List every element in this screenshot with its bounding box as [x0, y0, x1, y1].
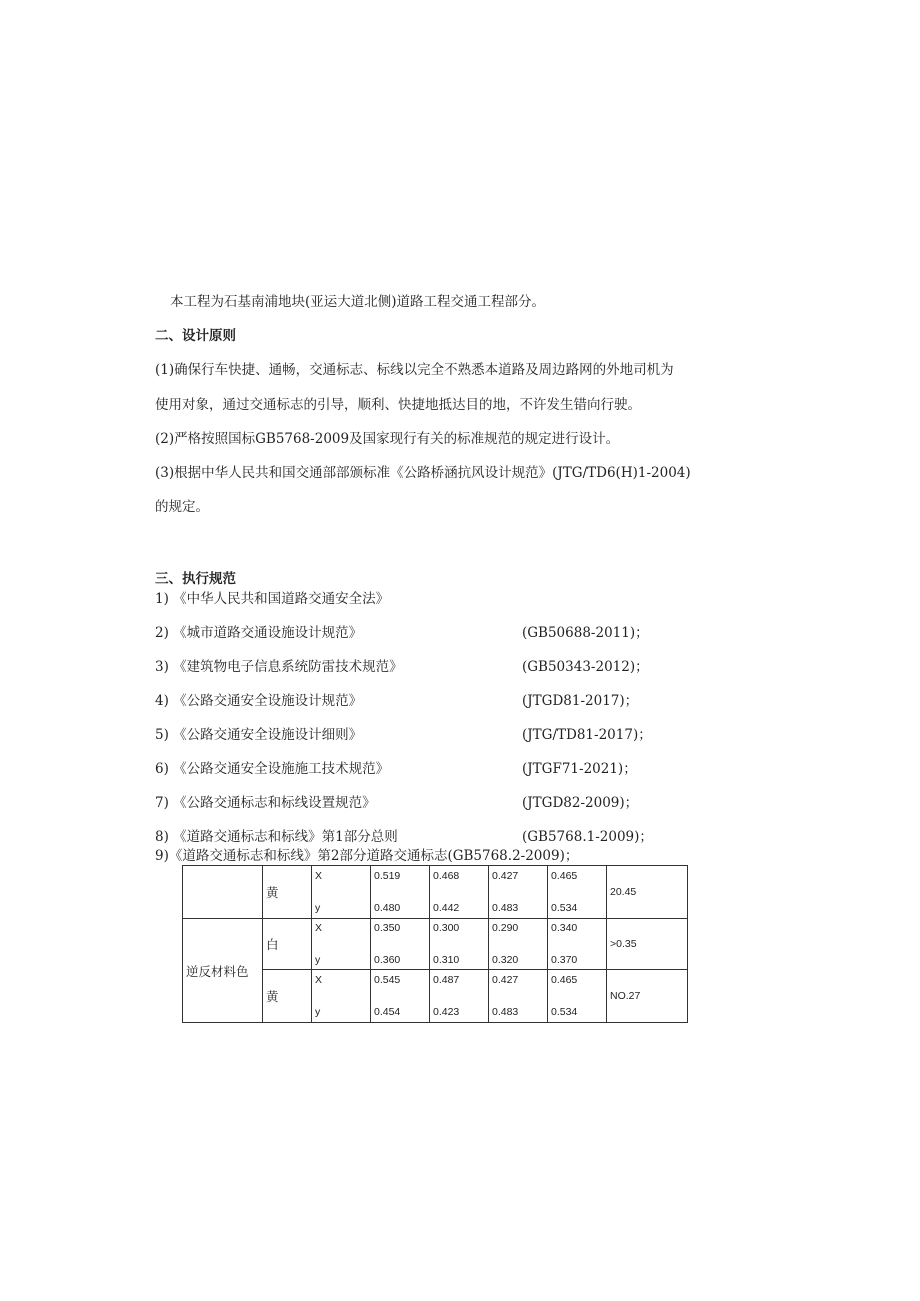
principle-1-line-2: 使用对象，通过交通标志的引导，顺利、快捷地抵达目的地，不许发生错向行驶。: [155, 397, 641, 413]
coord-cell: [371, 919, 430, 970]
principle-3-line-1: (3)根据中华人民共和国交通部部颁标准《公路桥涵抗风设计规范》(JTG/TD6(H)1-2004): [155, 465, 691, 481]
y-value: 0.310: [433, 954, 460, 966]
coord-cell: [548, 970, 607, 1023]
x-value: 0.300: [433, 922, 460, 934]
standard-item-code: (JTGF71-2021)；: [522, 761, 637, 777]
standard-item-code: (GB50688-2011)；: [522, 625, 649, 641]
x-value: 0.545: [374, 974, 401, 986]
y-value: 0.454: [374, 1006, 401, 1018]
axis-label-cell: [312, 919, 371, 970]
x-value: 0.290: [492, 922, 519, 934]
coord-cell: [489, 866, 548, 919]
axis-label-cell: [312, 970, 371, 1023]
axis-label-cell: [312, 866, 371, 919]
y-label: y: [315, 954, 321, 966]
standard-item-code: (JTGD82-2009)；: [522, 795, 639, 811]
y-value: 0.320: [492, 954, 519, 966]
coord-cell: [371, 970, 430, 1023]
intro-paragraph: 本工程为石基南浦地块(亚运大道北侧)道路工程交通工程部分。: [170, 294, 546, 310]
section-2-heading: 二、设计原则: [155, 328, 236, 344]
x-value: 0.519: [374, 870, 401, 882]
coord-cell: [371, 866, 430, 919]
principle-2: (2)严格按照国标GB5768-2009及国家现行有关的标准规范的规定进行设计。: [155, 431, 620, 447]
x-value: 0.340: [551, 922, 578, 934]
coord-cell: [548, 866, 607, 919]
category-cell-empty: [183, 866, 263, 919]
x-value: 0.465: [551, 870, 578, 882]
standard-item-name: 9)《道路交通标志和标线》第2部分道路交通标志(GB5768.2-2009)；: [155, 848, 579, 864]
table-row: [183, 866, 688, 919]
luminance-cell: >0.35: [607, 919, 688, 970]
standard-item-code: (GB50343-2012)；: [522, 659, 649, 675]
y-label: y: [315, 902, 321, 914]
y-value: 0.442: [433, 902, 460, 914]
standard-item-name: 4) 《公路交通安全设施设计规范》: [155, 693, 363, 709]
standard-item-code: (GB5768.1-2009)；: [522, 829, 653, 845]
coord-cell: [489, 919, 548, 970]
standard-item-name: 2) 《城市道路交通设施设计规范》: [155, 625, 363, 641]
table-row: [183, 919, 688, 970]
y-label: y: [315, 1006, 321, 1018]
section-3-heading: 三、执行规范: [155, 571, 236, 587]
color-cell: 白: [263, 919, 312, 970]
y-value: 0.534: [551, 902, 578, 914]
standard-item-code: (JTG/TD81-2017)；: [522, 727, 652, 743]
x-value: 0.465: [551, 974, 578, 986]
x-value: 0.350: [374, 922, 401, 934]
y-value: 0.370: [551, 954, 578, 966]
y-value: 0.360: [374, 954, 401, 966]
standard-item-code: (JTGD81-2017)；: [522, 693, 639, 709]
y-value: 0.483: [492, 902, 519, 914]
x-label: X: [315, 922, 323, 934]
y-value: 0.534: [551, 1006, 578, 1018]
x-label: X: [315, 974, 323, 986]
standard-item-name: 3) 《建筑物电子信息系统防雷技术规范》: [155, 659, 403, 675]
standard-item-name: 8) 《道路交通标志和标线》第1部分总则: [155, 829, 398, 845]
chromaticity-table: [182, 865, 688, 1023]
category-cell: 逆反材料色: [183, 919, 263, 1023]
luminance-cell: NO.27: [607, 970, 688, 1023]
coord-cell: [548, 919, 607, 970]
principle-1-line-1: (1)确保行车快捷、通畅，交通标志、标线以完全不熟悉本道路及周边路网的外地司机为: [155, 362, 674, 378]
x-value: 0.468: [433, 870, 460, 882]
x-value: 0.427: [492, 870, 519, 882]
principle-3-line-2: 的规定。: [155, 499, 209, 515]
coord-cell: [430, 919, 489, 970]
x-label: X: [315, 870, 323, 882]
standard-item-name: 7) 《公路交通标志和标线设置规范》: [155, 795, 376, 811]
x-value: 0.427: [492, 974, 519, 986]
coord-cell: [489, 970, 548, 1023]
x-value: 0.487: [433, 974, 460, 986]
luminance-cell: 20.45: [607, 866, 688, 919]
color-cell: 黄: [263, 970, 312, 1023]
y-value: 0.423: [433, 1006, 460, 1018]
coord-cell: [430, 970, 489, 1023]
standard-item-name: 5) 《公路交通安全设施设计细则》: [155, 727, 363, 743]
y-value: 0.480: [374, 902, 401, 914]
y-value: 0.483: [492, 1006, 519, 1018]
standard-item-name: 1) 《中华人民共和国道路交通安全法》: [155, 591, 390, 607]
color-cell: 黄: [263, 866, 312, 919]
standard-item-name: 6) 《公路交通安全设施施工技术规范》: [155, 761, 390, 777]
coord-cell: [430, 866, 489, 919]
